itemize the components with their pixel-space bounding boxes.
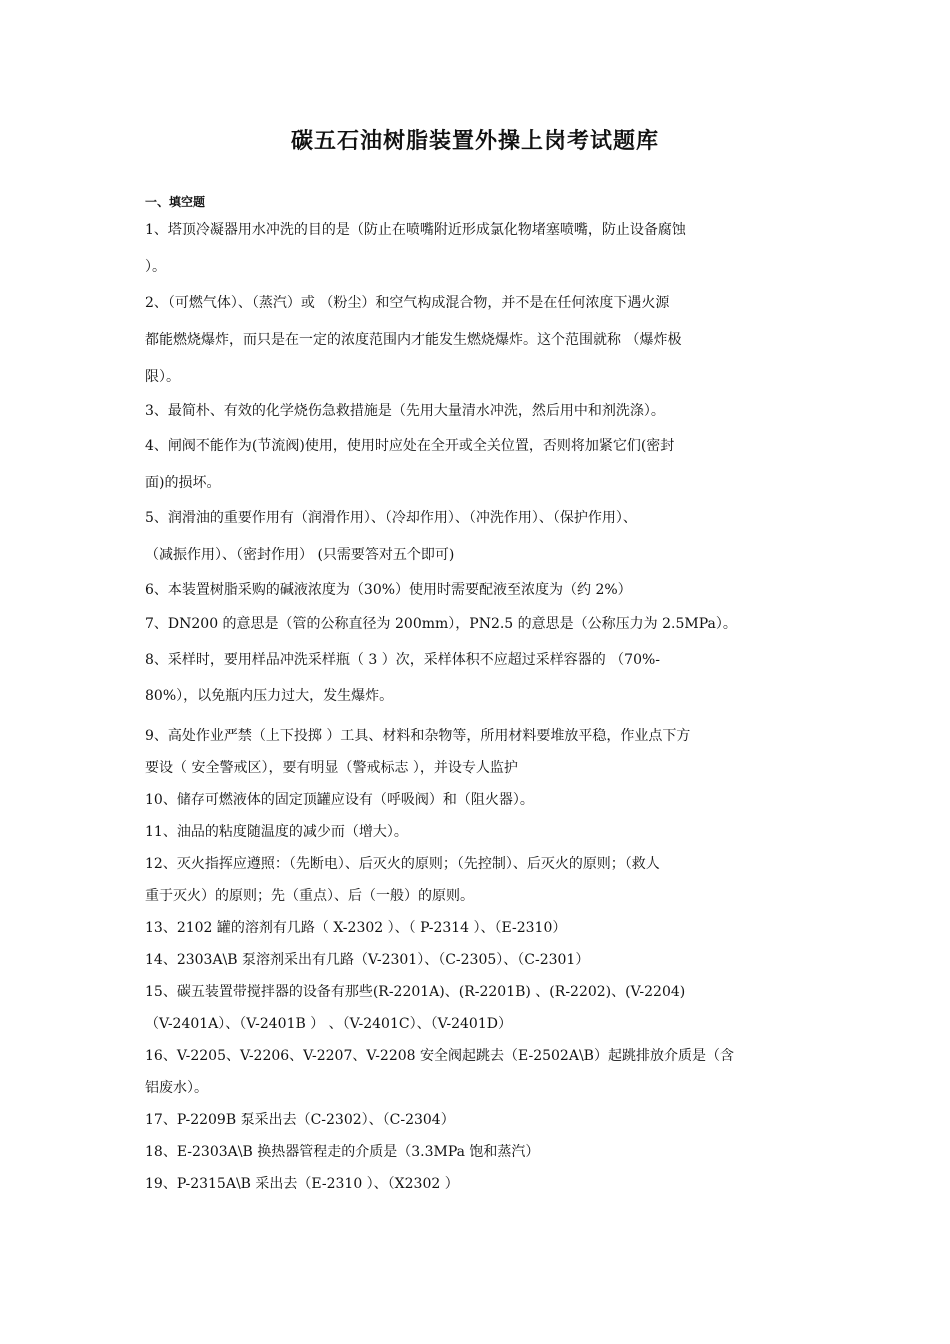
- text-line: 铝废水）。: [145, 1080, 208, 1096]
- text-line: ）。: [145, 259, 166, 275]
- text-line: 12、灭火指挥应遵照：（先断电）、后灭火的原则；（先控制）、后灭火的原则；（救人: [145, 856, 660, 872]
- section-heading: 一、填空题: [145, 195, 206, 209]
- text-line: 1、塔顶冷凝器用水冲洗的目的是（防止在喷嘴附近形成氯化物堵塞喷嘴，防止设备腐蚀: [145, 222, 686, 238]
- text-line: 19、P-2315A\B 采出去（E-2310 ）、（X2302 ）: [145, 1176, 459, 1192]
- text-line: 9、高处作业严禁（上下投掷 ）工具、材料和杂物等，所用材料要堆放平稳，作业点下方: [145, 728, 691, 744]
- text-line: 2、（可燃气体）、（蒸汽）或 （粉尘）和空气构成混合物，并不是在任何浓度下遇火源: [145, 295, 670, 311]
- text-line: 都能燃烧爆炸，而只是在一定的浓度范围内才能发生燃烧爆炸。这个范围就称 （爆炸极: [145, 332, 682, 348]
- text-line: 11、油品的粘度随温度的减少而（增大）。: [145, 824, 408, 840]
- text-line: 13、2102 罐的溶剂有几路（ X-2302 ）、（ P-2314 ）、（E-2310）: [145, 920, 567, 936]
- text-line: 16、V-2205、V-2206、V-2207、V-2208 安全阀起跳去（E-2502A\B）起跳排放介质是（含: [145, 1048, 734, 1064]
- text-line: 重于灭火）的原则；先（重点）、后（一般）的原则。: [145, 888, 474, 904]
- text-line: （减振作用）、（密封作用） (只需要答对五个即可): [145, 547, 455, 563]
- text-line: 5、润滑油的重要作用有（润滑作用）、（冷却作用）、（冲洗作用）、（保护作用）、: [145, 510, 637, 526]
- text-line: 8、采样时，要用样品冲洗采样瓶（ 3 ）次，采样体积不应超过采样容器的 （70%-: [145, 652, 661, 668]
- text-line: 面)的损坏。: [145, 475, 221, 491]
- text-line: 7、DN200 的意思是（管的公称直径为 200mm），PN2.5 的意思是（公称压力为 2.5MPa）。: [145, 616, 737, 632]
- document-title: 碳五石油树脂装置外操上岗考试题库: [290, 129, 659, 154]
- text-line: （V-2401A）、（V-2401B ） 、（V-2401C）、（V-2401D）: [145, 1016, 512, 1032]
- text-line: 10、储存可燃液体的固定顶罐应设有（呼吸阀）和（阻火器）。: [145, 792, 534, 808]
- text-line: 4、闸阀不能作为(节流阀)使用，使用时应处在全开或全关位置，否则将加紧它们(密封: [145, 438, 675, 454]
- text-line: 3、最简朴、有效的化学烧伤急救措施是（先用大量清水冲洗，然后用中和剂洗涤）。: [145, 403, 665, 419]
- text-line: 17、P-2209B 泵采出去（C-2302）、（C-2304）: [145, 1112, 455, 1128]
- text-line: 要设（ 安全警戒区），要有明显（警戒标志 ），并设专人监护: [145, 760, 518, 776]
- text-line: 限）。: [145, 369, 180, 385]
- text-line: 15、碳五装置带搅拌器的设备有那些(R-2201A)、(R-2201B) 、(R-2202)、(V-2204): [145, 984, 686, 1000]
- text-line: 6、本装置树脂采购的碱液浓度为（30%）使用时需要配液至浓度为（约 2%）: [145, 582, 632, 598]
- text-line: 14、2303A\B 泵溶剂采出有几路（V-2301）、（C-2305）、（C-2301）: [145, 952, 590, 968]
- text-line: 18、E-2303A\B 换热器管程走的介质是（3.3MPa 饱和蒸汽）: [145, 1144, 540, 1160]
- text-line: 80%），以免瓶内压力过大，发生爆炸。: [145, 688, 394, 704]
